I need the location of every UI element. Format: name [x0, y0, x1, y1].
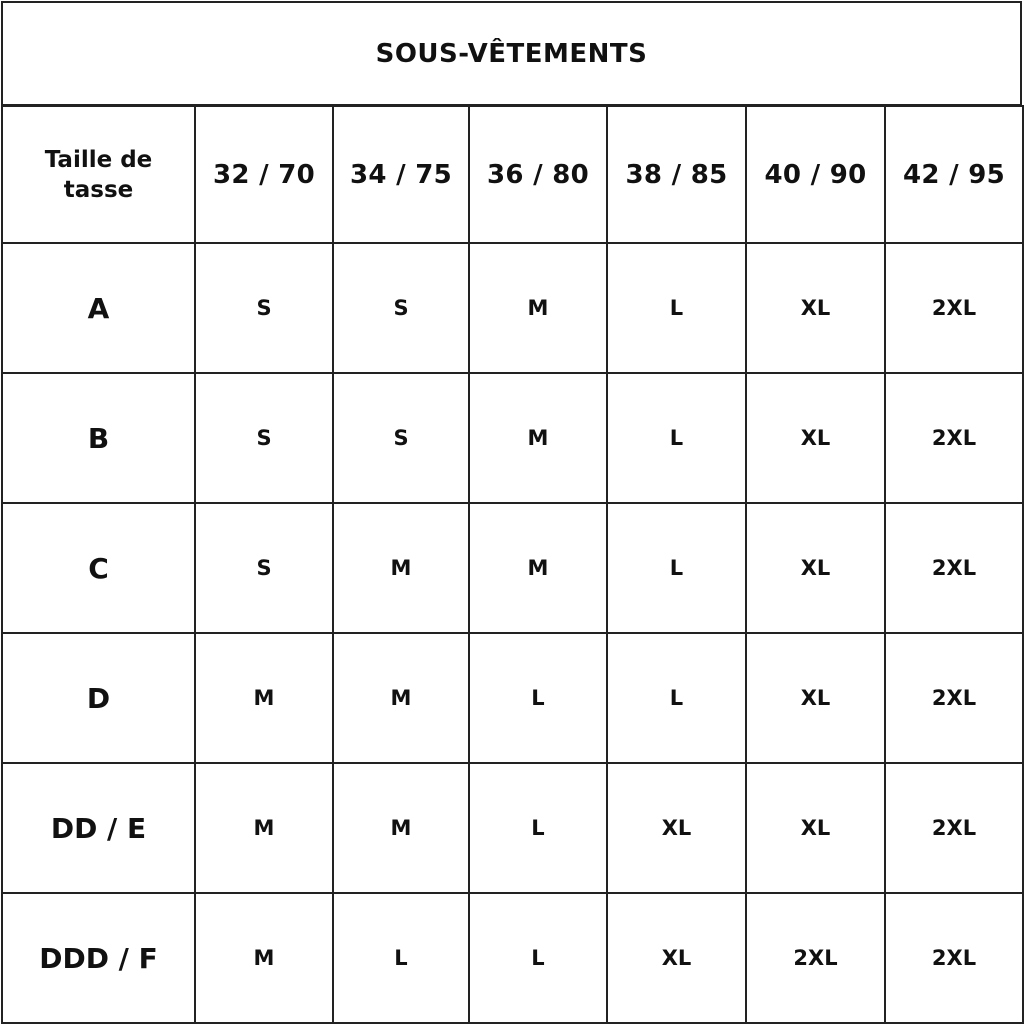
table-row — [2, 633, 1023, 763]
size-cell: M — [469, 243, 607, 373]
size-cell: M — [195, 633, 333, 763]
size-cell: 2XL — [885, 503, 1023, 633]
size-cell: XL — [746, 763, 885, 893]
cup-size-label: DDD / F — [2, 893, 195, 1023]
size-cell: XL — [746, 503, 885, 633]
size-cell: S — [195, 503, 333, 633]
band-size-header: 42 / 95 — [885, 106, 1023, 243]
cup-size-label: C — [2, 503, 195, 633]
size-cell: M — [333, 763, 469, 893]
size-cell: 2XL — [746, 893, 885, 1023]
size-cell: M — [469, 373, 607, 503]
cup-size-label: B — [2, 373, 195, 503]
size-cell: L — [607, 633, 746, 763]
band-size-header: 32 / 70 — [195, 106, 333, 243]
size-cell: XL — [746, 633, 885, 763]
size-cell: 2XL — [885, 373, 1023, 503]
size-cell: M — [195, 763, 333, 893]
size-cell: XL — [746, 373, 885, 503]
size-cell: S — [333, 243, 469, 373]
size-cell: M — [469, 503, 607, 633]
size-cell: 2XL — [885, 243, 1023, 373]
cup-size-header — [2, 106, 195, 243]
table-row — [2, 243, 1023, 373]
band-size-header: 36 / 80 — [469, 106, 607, 243]
cup-size-label: A — [2, 243, 195, 373]
table-row — [2, 893, 1023, 1023]
table-row — [2, 373, 1023, 503]
cup-size-label: DD / E — [2, 763, 195, 893]
size-cell: M — [195, 893, 333, 1023]
size-cell: L — [607, 503, 746, 633]
size-table — [1, 105, 1024, 1024]
size-cell: S — [195, 243, 333, 373]
size-cell: 2XL — [885, 633, 1023, 763]
cup-size-label: D — [2, 633, 195, 763]
cup-size-header-line2: tasse — [63, 176, 134, 203]
size-cell: L — [469, 763, 607, 893]
header-row — [2, 106, 1023, 243]
size-cell: 2XL — [885, 763, 1023, 893]
title-row — [1, 1, 1022, 106]
size-cell: XL — [746, 243, 885, 373]
size-cell: XL — [607, 893, 746, 1023]
size-cell: XL — [607, 763, 746, 893]
size-cell: M — [333, 503, 469, 633]
size-cell: L — [469, 633, 607, 763]
cup-size-header-line1: Taille de — [44, 146, 153, 173]
band-size-header: 34 / 75 — [333, 106, 469, 243]
band-size-header: 38 / 85 — [607, 106, 746, 243]
size-cell: M — [333, 633, 469, 763]
table-row — [2, 503, 1023, 633]
size-cell: L — [607, 373, 746, 503]
size-cell: L — [469, 893, 607, 1023]
table-row — [2, 763, 1023, 893]
size-cell: 2XL — [885, 893, 1023, 1023]
size-cell: L — [607, 243, 746, 373]
size-cell: S — [333, 373, 469, 503]
band-size-header: 40 / 90 — [746, 106, 885, 243]
size-cell: S — [195, 373, 333, 503]
chart-title: SOUS-VÊTEMENTS — [375, 38, 648, 69]
size-cell: L — [333, 893, 469, 1023]
